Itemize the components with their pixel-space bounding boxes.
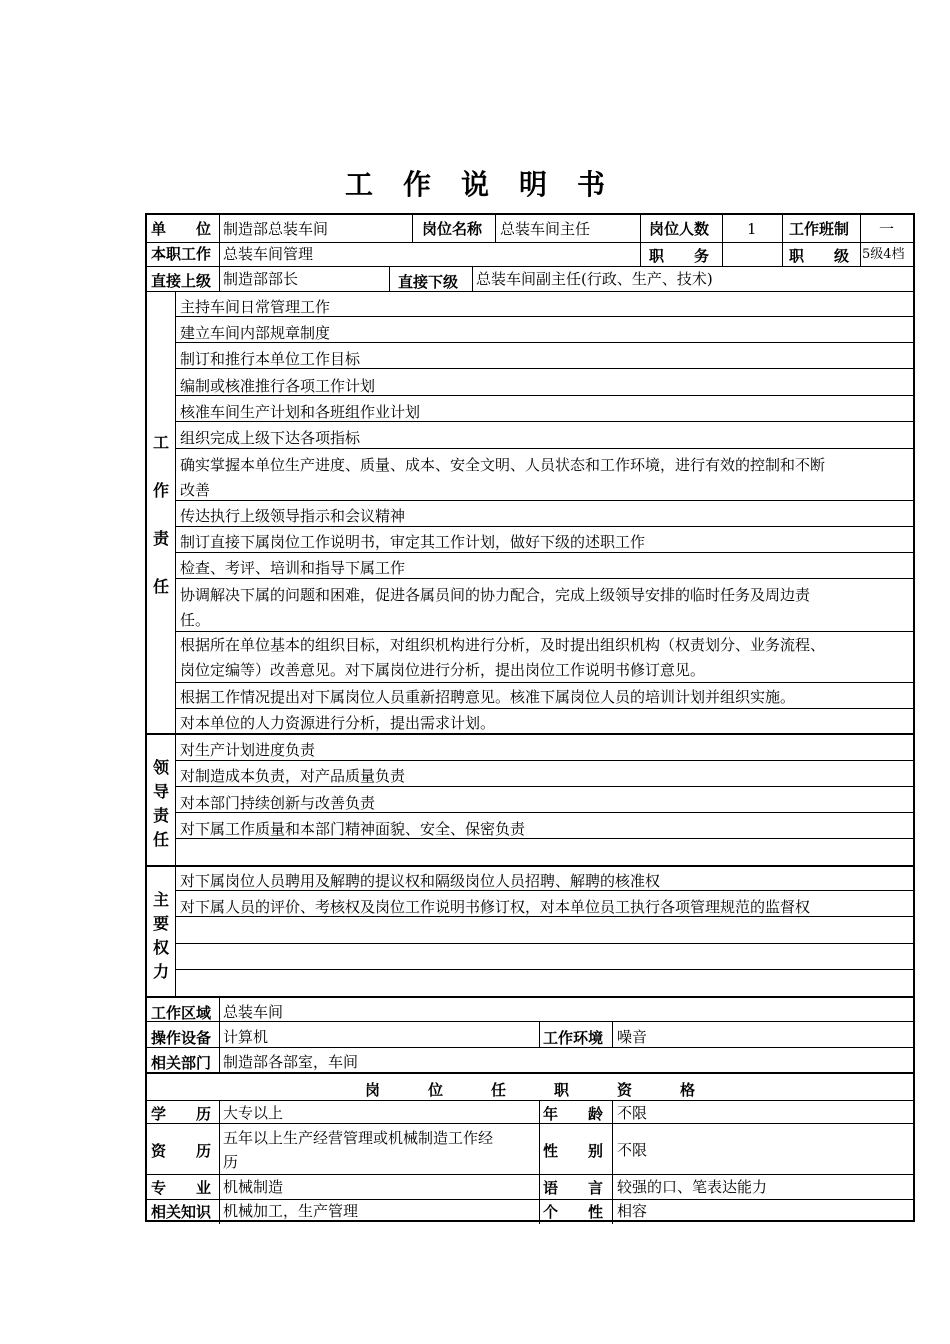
work-duties-label: 工 作 责 任 xyxy=(152,433,169,596)
duty-item: 任。 xyxy=(180,611,211,629)
personality-label: 个 性 xyxy=(543,1203,604,1221)
major-label: 专 业 xyxy=(151,1179,212,1197)
power-item: 对下属人员的评价、考核权及岗位工作说明书修订权，对本单位员工执行各项管理规范的监督权 xyxy=(180,898,811,916)
duty-item: 传达执行上级领导指示和会议精神 xyxy=(180,507,406,525)
unit-value: 制造部总装车间 xyxy=(223,220,329,238)
duty-label: 职 务 xyxy=(649,247,710,265)
environment-value: 噪音 xyxy=(617,1028,648,1046)
duty-item: 主持车间日常管理工作 xyxy=(180,298,331,316)
duty-item: 协调解决下属的问题和困难，促进各属员间的协力配合，完成上级领导安排的临时任务及周边责 xyxy=(180,586,811,604)
personality-value: 相容 xyxy=(617,1202,648,1220)
rank-value: 5级4档 xyxy=(862,247,905,262)
subordinate-value: 总装车间副主任(行政、生产、技术) xyxy=(476,270,713,288)
age-value: 不限 xyxy=(617,1104,648,1122)
qualifications-heading: 岗位任职资格 xyxy=(364,1081,743,1099)
document-title: 工作说明书 xyxy=(344,168,635,201)
education-label: 学 历 xyxy=(151,1105,212,1123)
equipment-label: 操作设备 xyxy=(151,1029,212,1047)
major-value: 机械制造 xyxy=(223,1178,284,1196)
area-value: 总装车间 xyxy=(223,1003,284,1021)
gender-value: 不限 xyxy=(617,1141,648,1159)
environment-label: 工作环境 xyxy=(543,1029,604,1047)
language-value: 较强的口、笔表达能力 xyxy=(617,1178,768,1196)
area-label: 工作区域 xyxy=(151,1004,212,1022)
subordinate-label: 直接下级 xyxy=(398,273,459,291)
headcount-value: 1 xyxy=(747,220,757,238)
dept-value: 制造部各部室，车间 xyxy=(223,1053,359,1071)
education-value: 大专以上 xyxy=(223,1104,284,1122)
leadership-item: 对制造成本负责，对产品质量负责 xyxy=(180,767,406,785)
unit-label: 单 位 xyxy=(151,220,212,238)
duty-item: 核准车间生产计划和各班组作业计划 xyxy=(180,403,421,421)
duty-item: 检查、考评、培训和指导下属工作 xyxy=(180,559,406,577)
leadership-item: 对生产计划进度负责 xyxy=(180,741,316,759)
duty-item: 对本单位的人力资源进行分析，提出需求计划。 xyxy=(180,714,496,732)
age-label: 年 龄 xyxy=(543,1105,604,1123)
duty-item: 组织完成上级下达各项指标 xyxy=(180,429,361,447)
gender-label: 性 别 xyxy=(543,1142,604,1160)
equipment-value: 计算机 xyxy=(223,1028,269,1046)
dept-label: 相关部门 xyxy=(151,1054,212,1072)
language-label: 语 言 xyxy=(543,1179,604,1197)
duty-item: 编制或核准推行各项工作计划 xyxy=(180,377,376,395)
superior-label: 直接上级 xyxy=(151,272,212,290)
job-description-table xyxy=(145,213,915,1222)
duty-item: 确实掌握本单位生产进度、质量、成本、安全文明、人员状态和工作环境，进行有效的控制和不断 xyxy=(180,456,826,474)
duty-item: 制订直接下属岗位工作说明书，审定其工作计划，做好下级的述职工作 xyxy=(180,533,646,551)
leadership-item: 对下属工作质量和本部门精神面貌、安全、保密负责 xyxy=(180,820,526,838)
experience-value-cont: 历 xyxy=(223,1153,239,1171)
duty-item: 岗位定编等）改善意见。对下属岗位进行分析，提出岗位工作说明书修订意见。 xyxy=(180,661,706,679)
experience-label: 资 历 xyxy=(151,1142,212,1160)
power-item: 对下属岗位人员聘用及解聘的提议权和隔级岗位人员招聘、解聘的核准权 xyxy=(180,872,661,890)
duty-item: 制订和推行本单位工作目标 xyxy=(180,350,361,368)
post-name-value: 总装车间主任 xyxy=(500,220,591,238)
knowledge-label: 相关知识 xyxy=(151,1203,212,1221)
powers-label: 主 要 权 力 xyxy=(152,890,169,981)
experience-value: 五年以上生产经营管理或机械制造工作经 xyxy=(223,1129,494,1147)
leadership-label: 领 导 责 任 xyxy=(152,758,169,849)
rank-label: 职 级 xyxy=(789,247,850,265)
superior-value: 制造部部长 xyxy=(223,270,299,288)
duty-item: 建立车间内部规章制度 xyxy=(180,324,331,342)
job-value: 总装车间管理 xyxy=(223,245,314,263)
leadership-item: 对本部门持续创新与改善负责 xyxy=(180,794,376,812)
shift-label: 工作班制 xyxy=(789,220,850,238)
post-name-label: 岗位名称 xyxy=(422,220,483,238)
duty-item: 根据所在单位基本的组织目标，对组织机构进行分析，及时提出组织机构（权责划分、业务流程、 xyxy=(180,636,826,654)
headcount-label: 岗位人数 xyxy=(649,220,710,238)
shift-value: 一 xyxy=(879,220,895,238)
knowledge-value: 机械加工，生产管理 xyxy=(223,1202,359,1220)
duty-item: 根据工作情况提出对下属岗位人员重新招聘意见。核准下属岗位人员的培训计划并组织实施。 xyxy=(180,688,796,706)
job-label: 本职工作 xyxy=(151,245,212,263)
duty-item: 改善 xyxy=(180,481,211,499)
